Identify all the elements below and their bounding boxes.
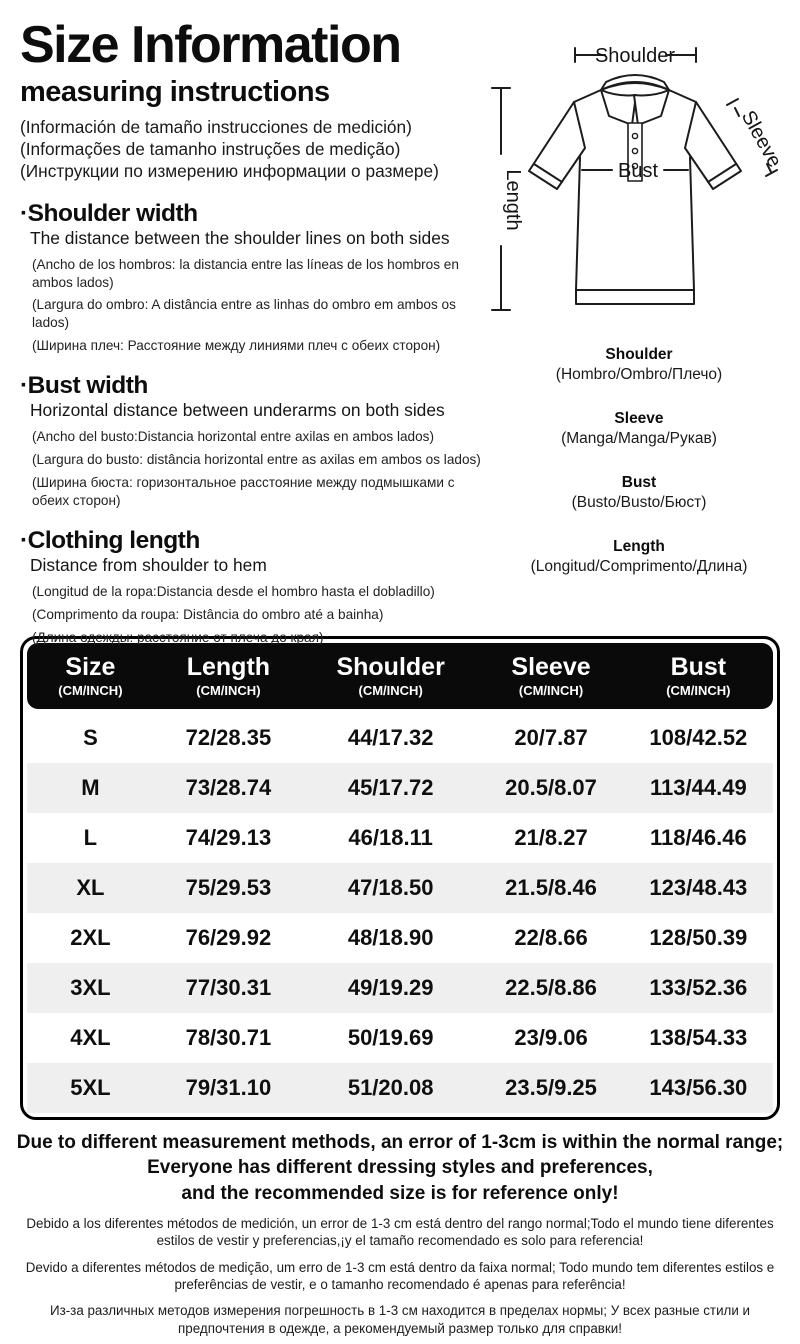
- cell-sleeve: 23.5/9.25: [505, 1075, 597, 1100]
- table-row-4xl: [27, 1013, 773, 1063]
- section-shoulder-width: [20, 200, 488, 356]
- cell-bust: 113/44.49: [650, 775, 747, 800]
- polo-shirt-illustration: [478, 24, 800, 340]
- cell-shoulder: 44/17.32: [347, 725, 434, 750]
- cell-length: 75/29.53: [185, 875, 272, 900]
- section-description: Distance from shoulder to hem: [30, 555, 267, 576]
- cell-bust: 118/46.46: [650, 825, 747, 850]
- table-row-2xl: [27, 913, 773, 963]
- subtitle-translation-es: (Información de tamaño instrucciones de medición): [20, 117, 412, 138]
- column-header-bust: [624, 654, 773, 697]
- legend-translations: (Hombro/Ombro/Плечо): [555, 366, 723, 383]
- legend-sleeve: [478, 410, 800, 448]
- shoulder-measure-label: Shoulder: [594, 45, 676, 67]
- shirt-diagram: [478, 24, 800, 340]
- section-note-es: (Ancho del busto:Distancia horizontal entre axilas en ambos lados): [32, 429, 434, 445]
- legend-translations: (Busto/Busto/Бюст): [571, 494, 707, 511]
- section-title: [20, 372, 488, 400]
- page-subtitle: measuring instructions: [20, 76, 330, 109]
- cell-length: 73/28.74: [185, 775, 272, 800]
- column-unit: (CM/INCH): [666, 682, 731, 698]
- section-title: [20, 200, 488, 228]
- disclaimer-pt: Devido a diferentes métodos de medição, um erro de 1-3 cm está dentro da faixa normal; Todo mundo tem diferentes estilos e preferências de vestir, e o tamanho recomendado é apenas para referência!: [25, 1259, 775, 1293]
- section-description: The distance between the shoulder lines on both sides: [30, 227, 450, 248]
- table-row-xl: [27, 863, 773, 913]
- disclaimer-es: Debido a los diferentes métodos de medición, un error de 1-3 cm está dentro del rango normal;Todo el mundo tiene diferentes estilos de vestir y preferencias,¡y el tamaño recomendado es solo para referencia!: [26, 1215, 774, 1249]
- legend-bust: [478, 474, 800, 512]
- sleeve-measure-label: Sleeve: [736, 107, 786, 172]
- measurement-legend: [478, 346, 800, 602]
- section-note-ru: (Ширина бюста: горизонтальное расстояние между подмышками с обеих сторон): [32, 475, 455, 509]
- section-title-text: Bust width: [27, 372, 148, 400]
- cell-sleeve: 21.5/8.46: [505, 875, 597, 900]
- disclaimer-en-line1: Due to different measurement methods, an error of 1-3cm is within the normal range;: [16, 1132, 784, 1153]
- legend-name: Sleeve: [614, 410, 664, 427]
- table-row-m: [27, 763, 773, 813]
- cell-sleeve: 20.5/8.07: [505, 775, 597, 800]
- section-note-pt: (Largura do busto: distância horizontal entre as axilas em ambos os lados): [32, 452, 481, 468]
- column-label: Length: [186, 653, 271, 682]
- column-unit: (CM/INCH): [518, 682, 584, 698]
- disclaimer-footer: [10, 1130, 790, 1337]
- legend-name: Length: [613, 538, 665, 555]
- column-header-length: [154, 654, 303, 697]
- section-title: [20, 527, 488, 555]
- table-row-s: [27, 713, 773, 763]
- cell-bust: 123/48.43: [649, 875, 748, 900]
- cell-shoulder: 51/20.08: [347, 1075, 434, 1100]
- section-note-pt: (Largura do ombro: A distância entre as linhas do ombro em ambos os lados): [32, 297, 456, 331]
- column-label: Bust: [670, 653, 727, 682]
- cell-shoulder: 49/19.29: [347, 975, 434, 1000]
- length-measure-label: Length: [502, 169, 524, 231]
- size-table-header: [27, 643, 773, 709]
- section-title-text: Shoulder width: [27, 199, 198, 227]
- cell-size: XL: [76, 875, 105, 900]
- disclaimer-en-line3: and the recommended size is for reference only!: [181, 1182, 619, 1204]
- column-header-sleeve: [478, 654, 623, 697]
- cell-shoulder: 50/19.69: [347, 1025, 434, 1050]
- section-note-es: (Longitud de la ropa:Distancia desde el hombro hasta el dobladillo): [32, 584, 435, 600]
- cell-shoulder: 46/18.11: [348, 825, 433, 850]
- bullet: ·: [20, 527, 28, 555]
- legend-length: [478, 538, 800, 576]
- section-clothing-length: [20, 527, 488, 647]
- table-row-l: [27, 813, 773, 863]
- cell-size: L: [83, 825, 98, 850]
- cell-sleeve: 22/8.66: [514, 925, 588, 950]
- instructions-column: [20, 16, 488, 652]
- cell-size: 4XL: [70, 1025, 111, 1050]
- cell-length: 78/30.71: [185, 1025, 272, 1050]
- cell-length: 79/31.10: [185, 1075, 272, 1100]
- section-note-ru: (Длина одежды: расстояние от плеча до края): [32, 629, 324, 645]
- cell-size: M: [81, 775, 100, 800]
- cell-size: S: [83, 725, 98, 750]
- column-unit: (CM/INCH): [196, 682, 261, 698]
- legend-name: Bust: [621, 474, 657, 491]
- bullet: ·: [20, 199, 28, 227]
- column-unit: (CM/INCH): [358, 682, 423, 698]
- section-description: Horizontal distance between underarms on both sides: [30, 400, 445, 421]
- cell-bust: 143/56.30: [649, 1075, 748, 1100]
- bullet: ·: [20, 372, 28, 400]
- cell-bust: 108/42.52: [649, 725, 748, 750]
- cell-size: 2XL: [70, 925, 111, 950]
- size-table: [20, 636, 780, 1120]
- column-header-shoulder: [303, 654, 478, 697]
- legend-translations: (Manga/Manga/Рукав): [561, 430, 717, 447]
- disclaimer-en: [10, 1130, 790, 1206]
- subtitle-translation-ru: (Инструкции по измерению информации о размере): [20, 161, 439, 182]
- cell-sleeve: 21/8.27: [514, 825, 588, 850]
- cell-bust: 133/52.36: [649, 975, 748, 1000]
- cell-length: 72/28.35: [185, 725, 272, 750]
- section-note-ru: (Ширина плеч: Расстояние между линиями плеч с обеих сторон): [32, 338, 441, 354]
- section-title-text: Clothing length: [27, 527, 200, 555]
- bust-measure-label: Bust: [617, 160, 659, 182]
- cell-bust: 138/54.33: [649, 1025, 748, 1050]
- legend-translations: (Longitud/Comprimento/Длина): [530, 558, 748, 575]
- cell-sleeve: 22.5/8.86: [505, 975, 597, 1000]
- section-note-es: (Ancho de los hombros: la distancia entre las líneas de los hombros en ambos lados): [32, 256, 459, 290]
- cell-shoulder: 48/18.90: [347, 925, 434, 950]
- table-row-3xl: [27, 963, 773, 1013]
- size-table-body: [27, 713, 773, 1113]
- legend-name: Shoulder: [605, 346, 673, 363]
- column-label: Size: [65, 653, 116, 682]
- column-unit: (CM/INCH): [58, 682, 123, 698]
- column-label: Shoulder: [336, 653, 445, 682]
- section-note-pt: (Comprimento da roupa: Distância do ombro até a bainha): [32, 606, 384, 622]
- cell-sleeve: 20/7.87: [514, 725, 588, 750]
- subtitle-translation-pt: (Informações de tamanho instruções de medição): [20, 139, 401, 160]
- column-header-size: [27, 654, 154, 697]
- cell-length: 76/29.92: [185, 925, 272, 950]
- table-row-5xl: [27, 1063, 773, 1113]
- page-title: Size Information: [20, 16, 401, 74]
- cell-size: 3XL: [70, 975, 111, 1000]
- disclaimer-en-line2: Everyone has different dressing styles and preferences,: [147, 1157, 653, 1179]
- cell-length: 74/29.13: [185, 825, 272, 850]
- cell-sleeve: 23/9.06: [514, 1025, 588, 1050]
- cell-shoulder: 45/17.72: [347, 775, 434, 800]
- cell-bust: 128/50.39: [649, 925, 748, 950]
- cell-length: 77/30.31: [185, 975, 272, 1000]
- cell-shoulder: 47/18.50: [347, 875, 434, 900]
- column-label: Sleeve: [511, 653, 591, 682]
- legend-shoulder: [478, 346, 800, 384]
- cell-size: 5XL: [70, 1075, 111, 1100]
- section-bust-width: [20, 372, 488, 510]
- measuring-instructions-panel: [0, 0, 800, 645]
- disclaimer-ru: Из-за различных методов измерения погрешность в 1-3 см находится в пределах нормы; У всех разные стили и предпочтения в одежде, а рекомендуемый размер только для справки!: [49, 1303, 751, 1336]
